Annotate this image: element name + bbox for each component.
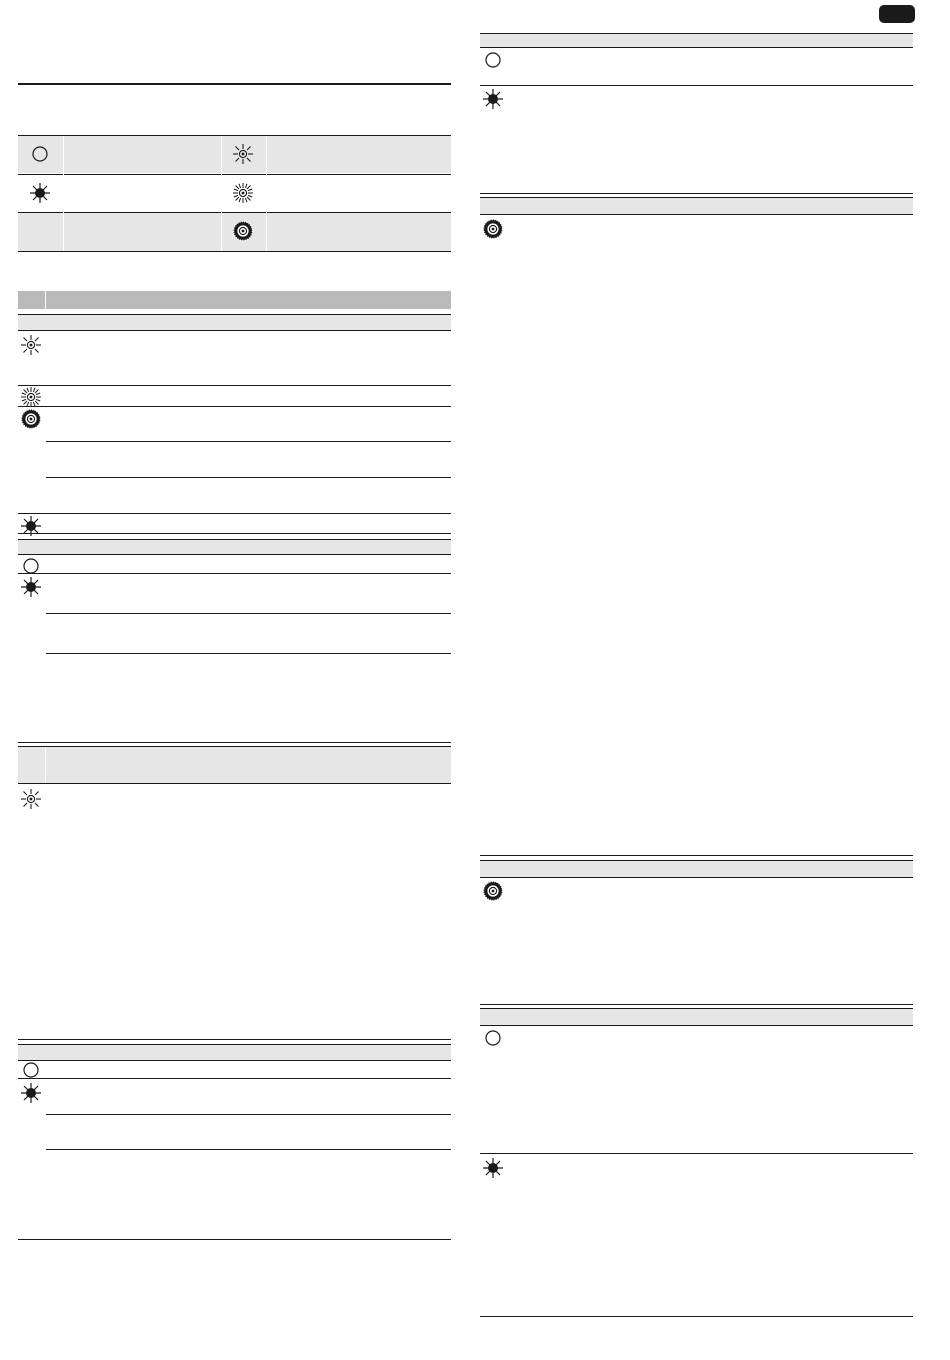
led-pulse-icon (482, 880, 504, 902)
table-rule (18, 533, 451, 534)
legend-rule (18, 251, 451, 252)
table-rule (18, 330, 451, 331)
led-off-icon (29, 143, 51, 165)
table-rule (46, 1149, 451, 1150)
led-off-icon (482, 1027, 504, 1049)
led-blink-fast-icon (232, 182, 254, 204)
language-badge (879, 5, 915, 23)
led-on-icon (482, 1157, 504, 1179)
led-on-icon (482, 88, 504, 110)
table-header-sep (45, 291, 46, 309)
legend-col-sep (266, 136, 267, 251)
table-rule (480, 1025, 913, 1026)
led-blink-slow-icon (232, 143, 254, 165)
led-pulse-icon (232, 220, 254, 242)
table-rule (18, 1078, 451, 1079)
table-rule (480, 855, 913, 856)
table-rule (46, 477, 451, 478)
table-rule (480, 197, 913, 198)
table-rule (46, 613, 451, 614)
led-pulse-icon (20, 408, 42, 430)
table-subheader (480, 1009, 913, 1025)
table-rule (18, 1239, 451, 1240)
table-rule (18, 1060, 451, 1061)
table-subheader (18, 315, 451, 330)
table-rule (18, 1039, 451, 1040)
table-rule (480, 85, 913, 86)
table-rule (18, 385, 451, 386)
table-rule (480, 193, 913, 194)
table-header (18, 291, 451, 309)
legend-rule (18, 174, 451, 175)
led-on-icon (20, 1082, 42, 1104)
led-blink-slow-icon (20, 788, 42, 810)
led-off-icon (482, 49, 504, 71)
table-subheader (18, 1045, 451, 1060)
table-rule (480, 877, 913, 878)
led-pulse-icon (482, 218, 504, 240)
table-rule (480, 1153, 913, 1154)
table-rule (480, 214, 913, 215)
table-subheader (480, 34, 913, 47)
legend-col-sep (63, 136, 64, 251)
table-rule (18, 1044, 451, 1045)
table-rule (480, 1004, 913, 1005)
table-rule (18, 513, 451, 514)
led-on-icon (20, 576, 42, 598)
table-rule (18, 314, 451, 315)
table-rule (480, 47, 913, 48)
table-rule (480, 1316, 913, 1317)
section-rule (18, 83, 451, 85)
table-subheader (18, 747, 451, 783)
table-rule (18, 573, 451, 574)
led-on-icon (29, 182, 51, 204)
table-rule (480, 860, 913, 861)
table-rule (18, 554, 451, 555)
legend-rule (18, 212, 451, 213)
table-subheader (480, 198, 913, 214)
table-subheader (480, 861, 913, 877)
table-rule (18, 783, 451, 784)
table-rule (18, 742, 451, 743)
table-subheader (18, 540, 451, 554)
legend-col-sep (221, 136, 222, 251)
table-rule (46, 1114, 451, 1115)
table-rule (18, 406, 451, 407)
table-rule (46, 653, 451, 654)
table-rule (480, 1008, 913, 1009)
led-blink-slow-icon (20, 334, 42, 356)
legend-rule (18, 135, 451, 136)
table-rule (46, 441, 451, 442)
table-col-sep (45, 747, 46, 783)
led-blink-fast-icon (20, 386, 42, 408)
